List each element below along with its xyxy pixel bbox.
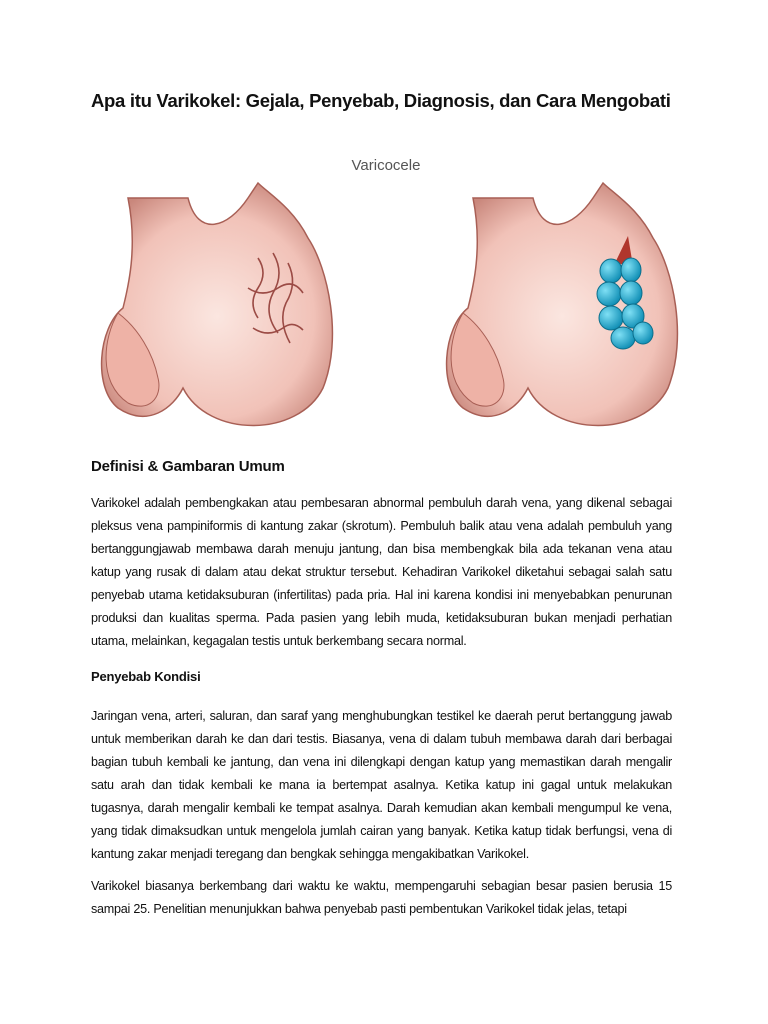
varicocele-illustration [88,138,683,443]
normal-anatomy-drawing [102,183,333,426]
document-title: Apa itu Varikokel: Gejala, Penyebab, Diagnosis, dan Cara Mengobati [91,90,671,111]
paragraph-penyebab-2: Varikokel biasanya berkembang dari waktu ke waktu, mempengaruhi sebagian besar pasien berusia 15 sampai 25. Penelitian menunjukkan bahwa penyebab pasti pembentukan Varikokel tidak jelas, tetapi [91,879,672,916]
varicocele-anatomy-drawing [447,183,678,426]
figure-caption: Varicocele [351,157,421,174]
paragraph-definisi: Varikokel adalah pembengkakan atau pembesaran abnormal pembuluh darah vena, yang dikenal sebagai pleksus vena pampiniformis di kantung zakar (skrotum). Pembuluh balik atau vena adalah pembuluh yang bertanggungjawab membawa darah menuju jantung, dan bisa membengkak bila ada tekanan vena atau katup yang rusak di dalam atau dekat struktur tersebut. Kehadiran Varikokel diketahui sebagai salah satu penyebab utama ketidaksuburan (infertilitas) pada pria. Hal ini karena kondisi ini menyebabkan penurunan produksi dan kualitas sperma. Pada pasien yang lebih muda, ketidaksuburan bukan menjadi perhatian utama, melainkan, kegagalan testis untuk berkembang secara normal. [91,496,672,648]
paragraph-penyebab-1: Jaringan vena, arteri, saluran, dan saraf yang menghubungkan testikel ke daerah perut bertanggung jawab untuk memberikan darah ke dan dari testis. Biasanya, vena di dalam tubuh membawa darah dari berbagai bagian tubuh kembali ke jantung, dan vena ini dilengkapi dengan katup yang memastikan darah mengalir satu arah dan tidak kembali ke mana ia bertempat asalnya. Ketika katup ini gagal untuk melakukan tugasnya, darah mengalir kembali ke tempat asalnya. Darah kemudian akan kembali mengumpul ke vena, yang tidak dimaksudkan untuk mengelola jumlah cairan yang banyak. Ketika katup tidak berfungsi, vena di kantung zakar menjadi teregang dan bengkak sehingga mengakibatkan Varikokel. [91,709,672,861]
section-heading-definisi: Definisi & Gambaran Umum [91,458,285,475]
section-heading-penyebab: Penyebab Kondisi [91,669,201,684]
